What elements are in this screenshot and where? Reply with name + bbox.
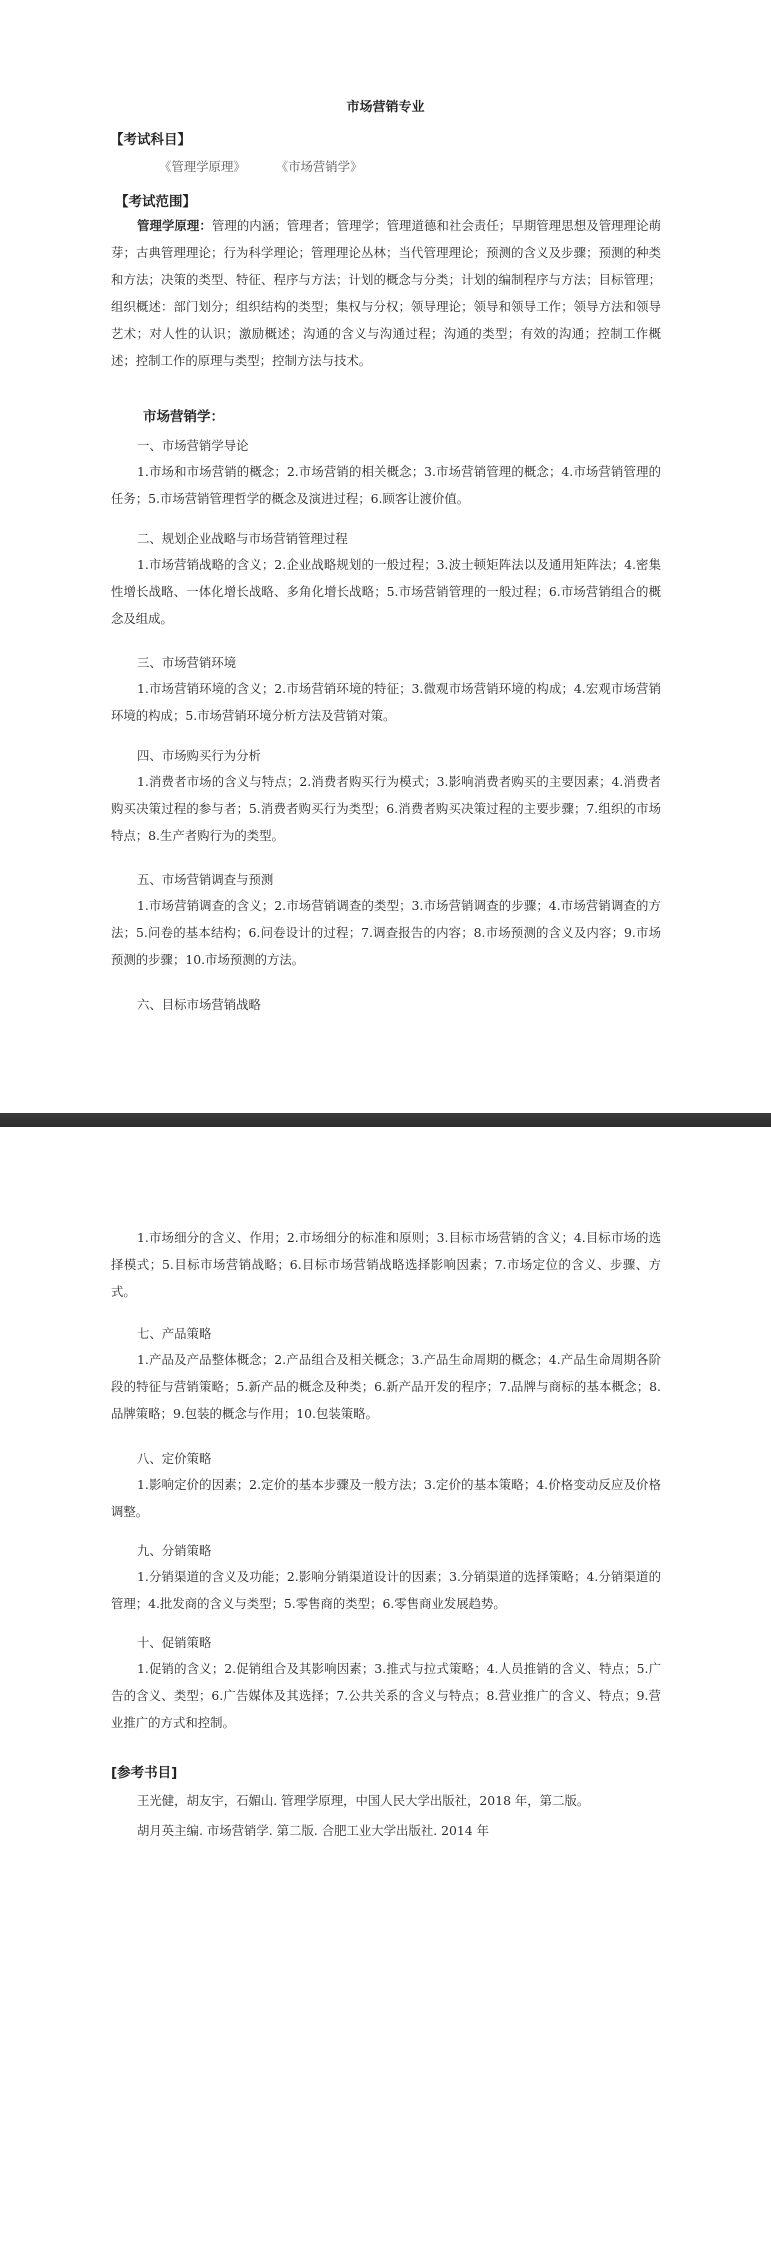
section-body: 1.市场营销调查的含义；2.市场营销调查的类型；3.市场营销调查的步骤；4.市场营销调查的方法；5.问卷的基本结构；6.问卷设计的过程；7.调查报告的内容；8.市场预测的含义及内容；9.市场预测的步骤；10.市场预测的方法。 — [111, 898, 661, 967]
mgmt-paragraph — [111, 212, 661, 374]
section-heading: 五、市场营销调查与预测 — [137, 872, 274, 887]
section-heading: 六、目标市场营销战略 — [137, 997, 261, 1012]
mkt-label: 市场营销学： — [143, 409, 224, 425]
section-body: 1.影响定价的因素；2.定价的基本步骤及一般方法；3.定价的基本策略；4.价格变动反应及价格调整。 — [111, 1477, 661, 1519]
references-heading: [参考书目] — [111, 1765, 178, 1781]
document-page-2 — [0, 1127, 771, 2243]
mgmt-label: 管理学原理： — [137, 218, 212, 233]
scope-heading: 【考试范围】 — [115, 194, 196, 210]
page-title: 市场营销专业 — [346, 100, 425, 115]
mgmt-text: 管理的内涵；管理者；管理学；管理道德和社会责任；早期管理思想及管理理论萌芽；古典管理理论；行为科学理论；管理理论丛林；当代管理理论；预测的含义及步骤；预测的种类和方法；决策的类型、特征、程序与方法；计划的概念与分类；计划的编制程序与方法；目标管理；组织概述：部门划分；组织结构的类型；集权与分权；领导理论；领导和领导工作；领导方法和领导艺术；对人性的认识；激励概述；沟通的含义与沟通过程；沟通的类型；有效的沟通；控制工作概述；控制工作的原理与类型；控制方法与技术。 — [111, 218, 662, 368]
reference-item: 胡月英主编. 市场营销学. 第二版. 合肥工业大学出版社. 2014 年 — [137, 1823, 489, 1838]
section-body: 1.市场和市场营销的概念；2.市场营销的相关概念；3.市场营销管理的概念；4.市场营销管理的任务；5.市场营销管理哲学的概念及演进过程；6.顾客让渡价值。 — [111, 464, 661, 506]
section-body: 1.市场营销战略的含义；2.企业战略规划的一般过程；3.波士顿矩阵法以及通用矩阵法；4.密集性增长战略、一体化增长战略、多角化增长战略；5.市场营销管理的一般过程；6.市场营销组合的概念及组成。 — [111, 557, 661, 626]
page-separator — [0, 1113, 771, 1127]
subjects-heading: 【考试科目】 — [110, 132, 191, 148]
section-heading: 十、促销策略 — [137, 1635, 212, 1650]
section-body: 1.产品及产品整体概念；2.产品组合及相关概念；3.产品生命周期的概念；4.产品生命周期各阶段的特征与营销策略；5.新产品的概念及种类；6.新产品开发的程序；7.品牌与商标的基本概念；8.品牌策略；9.包装的概念与作用；10.包装策略。 — [111, 1352, 661, 1421]
section-heading: 一、市场营销学导论 — [137, 438, 249, 453]
section-heading: 四、市场购买行为分析 — [137, 748, 261, 763]
document-page-1 — [0, 0, 771, 1113]
section-heading: 二、规划企业战略与市场营销管理过程 — [137, 531, 348, 546]
section-body: 1.市场细分的含义、作用；2.市场细分的标准和原则；3.目标市场营销的含义；4.目标市场的选择模式；5.目标市场营销战略；6.目标市场营销战略选择影响因素；7.市场定位的含义、步骤、方式。 — [111, 1230, 661, 1299]
section-heading: 八、定价策略 — [137, 1451, 212, 1466]
section-heading: 九、分销策略 — [137, 1543, 212, 1558]
section-body: 1.市场营销环境的含义；2.市场营销环境的特征；3.微观市场营销环境的构成；4.宏观市场营销环境的构成；5.市场营销环境分析方法及营销对策。 — [111, 681, 661, 723]
subjects-list — [159, 157, 388, 175]
section-heading: 三、市场营销环境 — [137, 655, 237, 670]
section-heading: 七、产品策略 — [137, 1326, 212, 1341]
reference-item: 王光健，胡友宇，石媚山. 管理学原理，中国人民大学出版社，2018 年，第二版。 — [137, 1793, 590, 1808]
section-body: 1.促销的含义；2.促销组合及其影响因素；3.推式与拉式策略；4.人员推销的含义、特点；5.广告的含义、类型；6.广告媒体及其选择；7.公共关系的含义与特点；8.营业推广的含义、特点；9.营业推广的方式和控制。 — [111, 1661, 661, 1730]
subject-item: 《市场营销学》 — [275, 159, 363, 174]
subject-item: 《管理学原理》 — [159, 159, 246, 174]
section-body: 1.消费者市场的含义与特点；2.消费者购买行为模式；3.影响消费者购买的主要因素；4.消费者购买决策过程的参与者；5.消费者购买行为类型；6.消费者购买决策过程的主要步骤；7.组织的市场特点；8.生产者购行为的类型。 — [111, 774, 661, 843]
section-body: 1.分销渠道的含义及功能；2.影响分销渠道设计的因素；3.分销渠道的选择策略；4.分销渠道的管理；4.批发商的含义与类型；5.零售商的类型；6.零售商业发展趋势。 — [111, 1569, 661, 1611]
